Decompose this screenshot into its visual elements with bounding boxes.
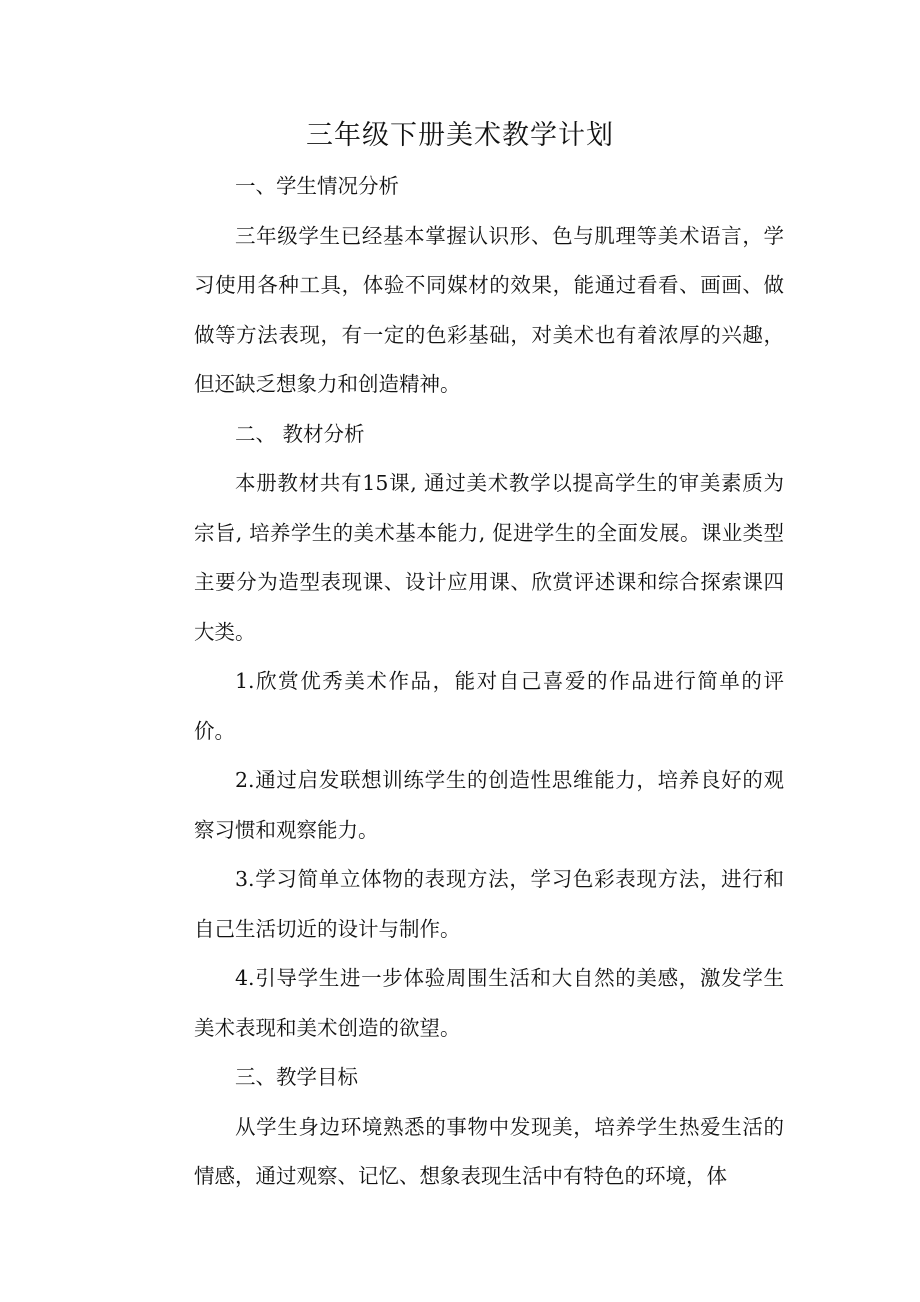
section-heading-student-analysis: 一、学生情况分析 bbox=[235, 174, 399, 198]
paragraph-textbook-overview: 本册教材共有15课, 通过美术教学以提高学生的审美素质为宗旨, 培养学生的美术基本能力, 促进学生的全面发展。课业类型主要分为造型表现课、设计应用课、欣赏评述课和综合探索课四大类。 bbox=[194, 471, 784, 644]
section-heading-textbook-analysis: 二、 教材分析 bbox=[235, 421, 365, 446]
paragraph-point-4: 4.引导学生进一步体验周围生活和大自然的美感，激发学生美术表现和美术创造的欲望。 bbox=[194, 966, 784, 1040]
paragraph-point-3: 3.学习简单立体物的表现方法，学习色彩表现方法，进行和自己生活切近的设计与制作。 bbox=[194, 867, 784, 941]
paragraph-point-2: 2.通过启发联想训练学生的创造性思维能力，培养良好的观察习惯和观察能力。 bbox=[194, 768, 784, 842]
document-title: 三年级下册美术教学计划 bbox=[306, 120, 614, 151]
section-heading-teaching-goals: 三、教学目标 bbox=[235, 1065, 358, 1089]
paragraph-point-1: 1.欣赏优秀美术作品，能对自己喜爱的作品进行简单的评价。 bbox=[194, 669, 784, 743]
paragraph-teaching-goals: 从学生身边环境熟悉的事物中发现美，培养学生热爱生活的情感，通过观察、记忆、想象表现生活中有特色的环境，体 bbox=[194, 1114, 784, 1188]
document-body bbox=[194, 162, 784, 1202]
paragraph-student-analysis: 三年级学生已经基本掌握认识形、色与肌理等美术语言，学习使用各种工具，体验不同媒材的效果，能通过看看、画画、做做等方法表现，有一定的色彩基础，对美术也有着浓厚的兴趣，但还缺乏想象力和创造精神。 bbox=[194, 223, 784, 396]
